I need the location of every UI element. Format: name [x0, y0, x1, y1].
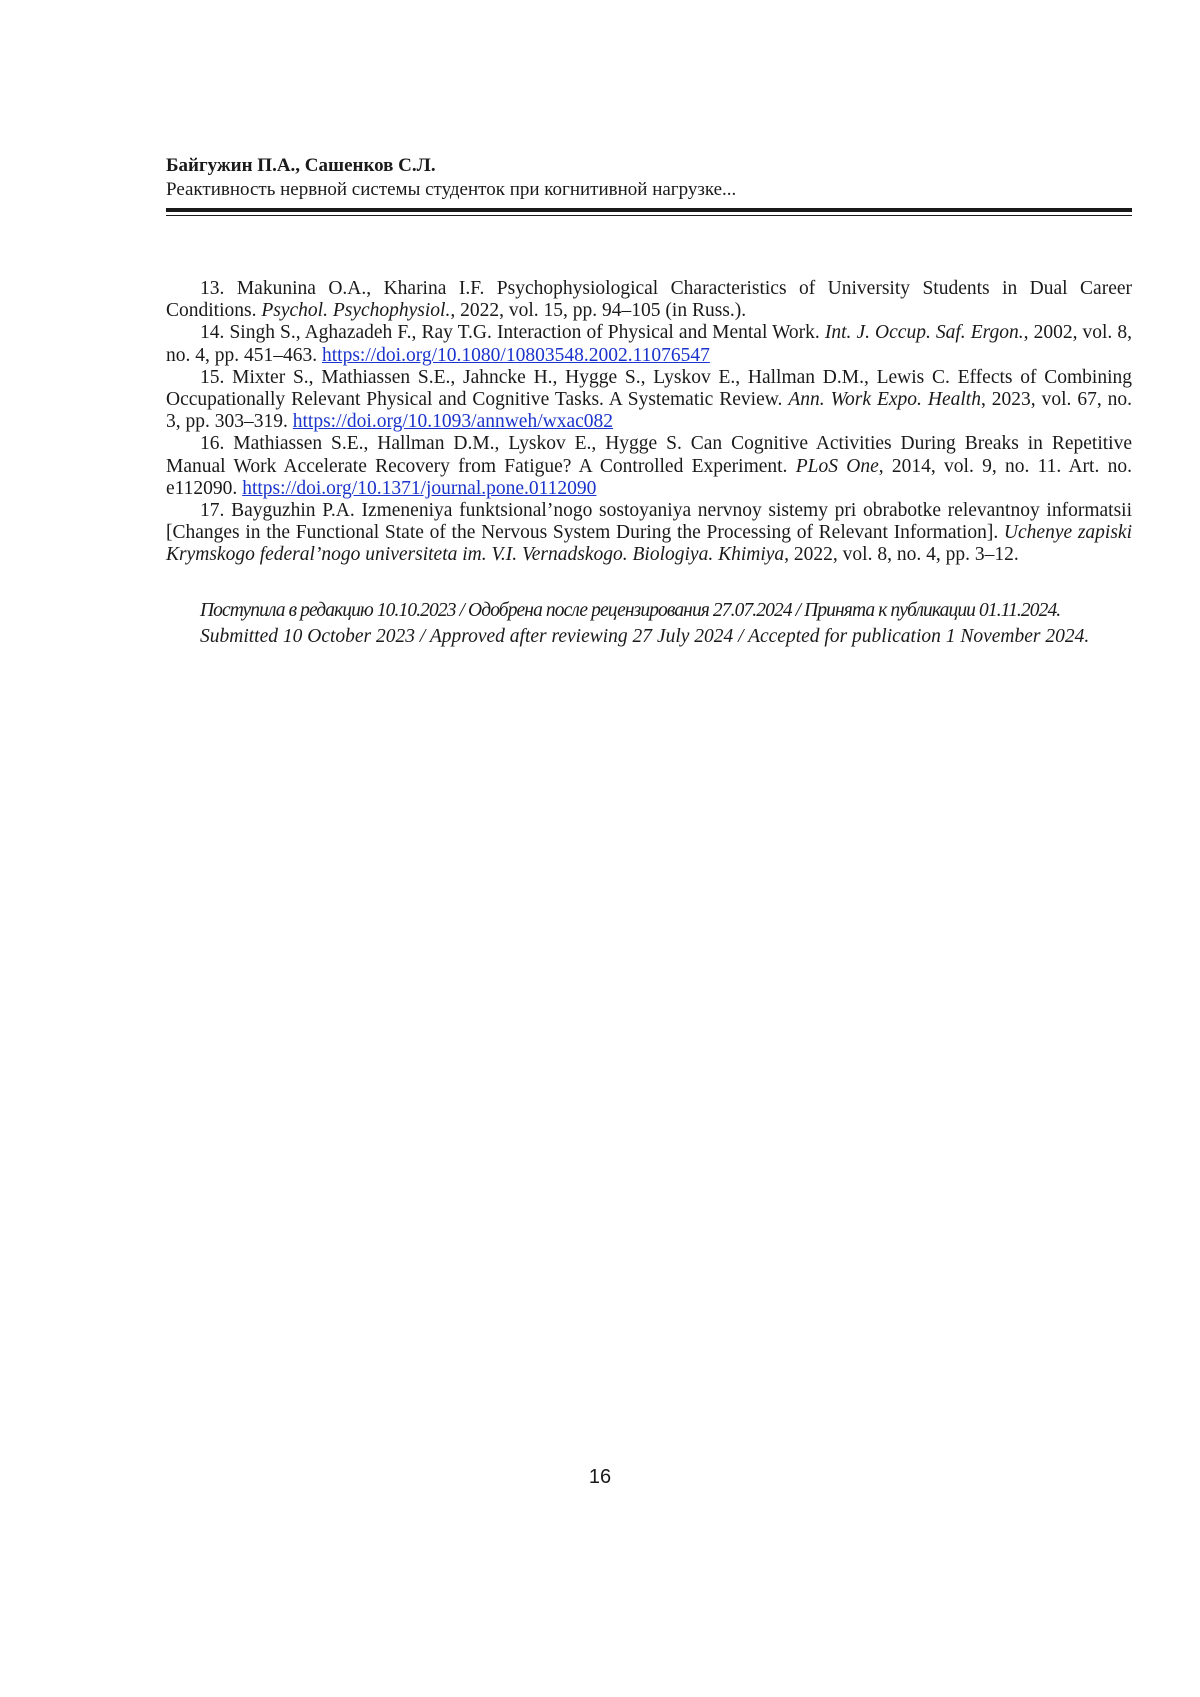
publication-dates [200, 598, 1132, 650]
reference-number: 14. [200, 322, 225, 344]
reference-number: 13. [200, 278, 225, 299]
reference-details: , 2022, vol. 8, no. 4, pp. 3–12. [784, 544, 1019, 566]
reference-item-16 [166, 433, 1132, 500]
reference-text: Mathiassen S.E., Hallman D.M., Lyskov E., Hygge S. Can Cognitive Activities During Breaks in Repetitive Manual Work Accelerate Recovery from Fatigue? A Controlled Experiment. [166, 433, 1132, 477]
reference-item-17 [166, 500, 1132, 567]
header-article-title: Реактивность нервной системы студенток при когнитивной нагрузке... [166, 179, 737, 200]
header-authors: Байгужин П.А., Сашенков С.Л. [166, 155, 436, 176]
reference-list [166, 278, 1132, 567]
reference-number: 17. [200, 500, 225, 522]
page-number: 16 [588, 1466, 612, 1488]
doi-link[interactable]: https://doi.org/10.1371/journal.pone.0112090 [242, 477, 597, 499]
reference-details: , 2022, vol. 15, pp. 94–105 (in Russ.). [450, 300, 747, 322]
running-header [166, 154, 1132, 202]
reference-number: 16. [200, 433, 225, 455]
reference-text: Makunina O.A., Kharina I.F. Psychophysiological Characteristics of University Students in Dual Career Conditions. [166, 278, 1132, 322]
reference-details: , 2002, vol. 8, no. 4, pp. 451–463. [166, 322, 1132, 366]
reference-item-13 [166, 278, 1132, 322]
doi-link[interactable]: https://doi.org/10.1080/10803548.2002.11076547 [322, 344, 710, 366]
doi-link[interactable]: https://doi.org/10.1093/annweh/wxac082 [292, 411, 614, 433]
reference-details: , 2014, vol. 9, no. 11. Art. no. e112090. [166, 455, 1132, 499]
reference-item-15 [166, 367, 1132, 434]
dates-russian: Поступила в редакцию 10.10.2023 / Одобрена после рецензирования 27.07.2024 / Принята к публикации 01.11.2024. [200, 600, 1061, 621]
header-rule-thin [166, 215, 1132, 216]
reference-journal: Uchenye zapiski Krymskogo federal’nogo universiteta im. V.I. Vernadskogo. Biologiya. Khimiya [166, 522, 1133, 566]
reference-journal: Ann. Work Expo. Health [788, 389, 981, 411]
reference-journal: PLoS One [795, 455, 879, 477]
reference-text: Bayguzhin P.A. Izmeneniya funktsional’nogo sostoyaniya nervnoy sistemy pri obrabotke relevantnoy informatsii [Changes in the Functional State of the Nervous System During the Processing of Relevant Information]. [166, 500, 1132, 544]
reference-details: , 2023, vol. 67, no. 3, pp. 303–319. [166, 389, 1133, 433]
reference-text: Mixter S., Mathiassen S.E., Jahncke H., Hygge S., Lyskov E., Hallman D.M., Lewis C. Effects of Combining Occupationally Relevant Physical and Cognitive Tasks. A Systematic Review. [166, 366, 1132, 411]
reference-item-14 [166, 322, 1132, 366]
reference-number: 15. [200, 366, 225, 388]
reference-journal: Int. J. Occup. Saf. Ergon. [824, 322, 1024, 344]
header-rule-thick [166, 208, 1132, 212]
reference-journal: Psychol. Psychophysiol. [261, 300, 451, 322]
reference-text: Singh S., Aghazadeh F., Ray T.G. Interaction of Physical and Mental Work. [224, 322, 825, 344]
dates-english: Submitted 10 October 2023 / Approved after reviewing 27 July 2024 / Accepted for publication 1 November 2024. [200, 626, 1090, 647]
